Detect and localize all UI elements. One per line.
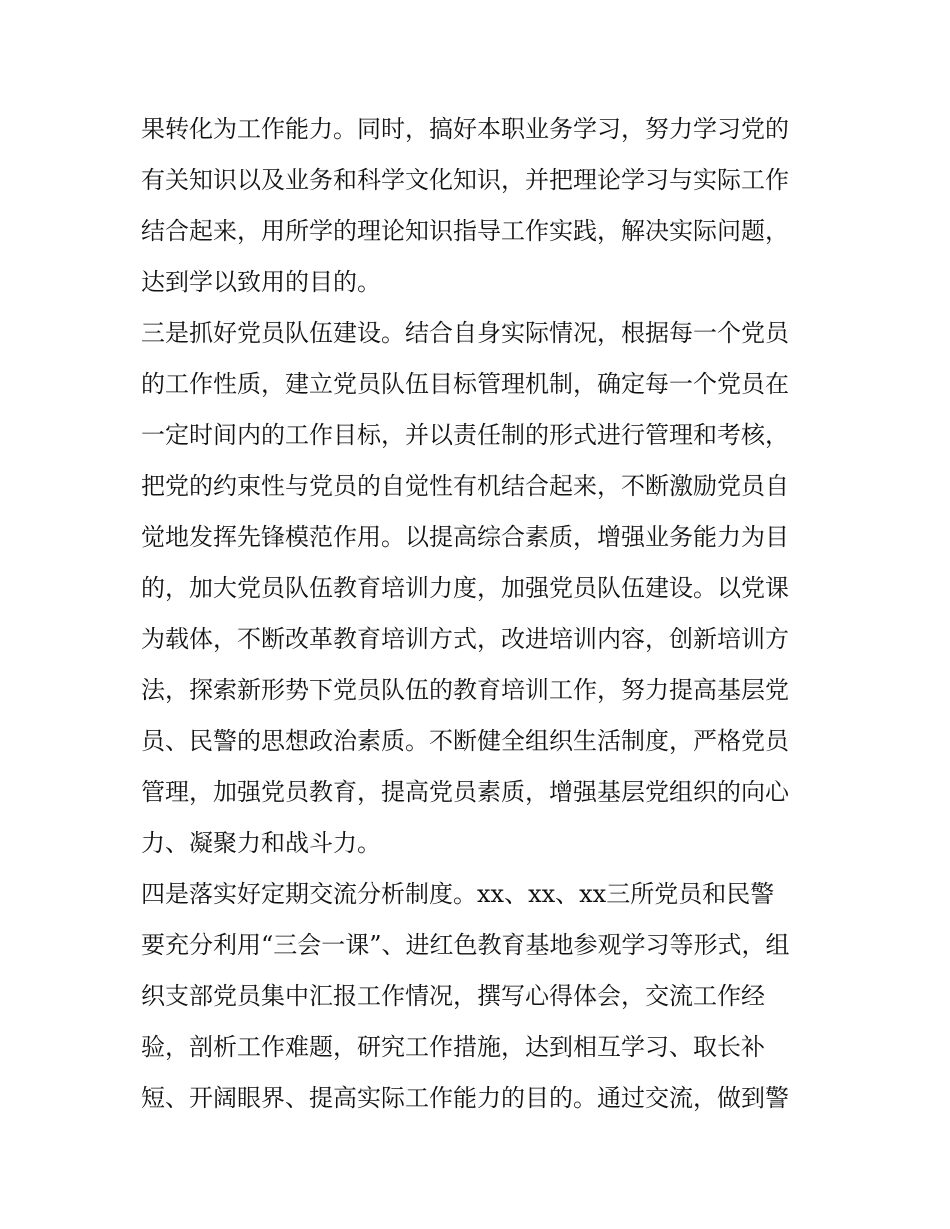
text-line: 达到学以致用的目的。 — [141, 268, 381, 296]
text-line: 有关知识以及业务和科学文化知识，并把理论学习与实际工作 — [141, 166, 789, 194]
text-line: 力、凝聚力和战斗力。 — [141, 829, 381, 857]
text-line: 结合起来，用所学的理论知识指导工作实践，解决实际问题， — [141, 217, 789, 245]
text-line: 把党的约束性与党员的自觉性有机结合起来，不断激励党员自 — [141, 472, 789, 500]
text-line: 要充分利用“三会一课”、进红色教育基地参观学习等形式，组 — [141, 931, 790, 959]
text-line: 验，剖析工作难题，研究工作措施，达到相互学习、取长补 — [141, 1033, 765, 1061]
text-line: 员、民警的思想政治素质。不断健全组织生活制度，严格党员 — [141, 727, 789, 755]
text-line: 果转化为工作能力。同时，搞好本职业务学习，努力学习党的 — [141, 115, 789, 143]
text-line: 三是抓好党员队伍建设。结合自身实际情况，根据每一个党员 — [141, 319, 789, 347]
text-line: 短、开阔眼界、提高实际工作能力的目的。通过交流，做到警 — [141, 1084, 789, 1112]
text-line: 一定时间内的工作目标，并以责任制的形式进行管理和考核， — [141, 421, 789, 449]
text-line: 法，探索新形势下党员队伍的教育培训工作，努力提高基层党 — [141, 676, 789, 704]
text-line: 管理，加强党员教育，提高党员素质，增强基层党组织的向心 — [141, 778, 789, 806]
text-line: 织支部党员集中汇报工作情况，撰写心得体会，交流工作经 — [141, 982, 765, 1010]
text-line: 觉地发挥先锋模范作用。以提高综合素质，增强业务能力为目 — [141, 523, 789, 551]
document-body — [141, 104, 821, 1124]
text-line: 四是落实好定期交流分析制度。xx、xx、xx三所党员和民警 — [141, 880, 775, 908]
text-line: 的工作性质，建立党员队伍目标管理机制，确定每一个党员在 — [141, 370, 789, 398]
text-line: 的，加大党员队伍教育培训力度，加强党员队伍建设。以党课 — [141, 574, 789, 602]
text-line: 为载体，不断改革教育培训方式，改进培训内容，创新培训方 — [141, 625, 789, 653]
